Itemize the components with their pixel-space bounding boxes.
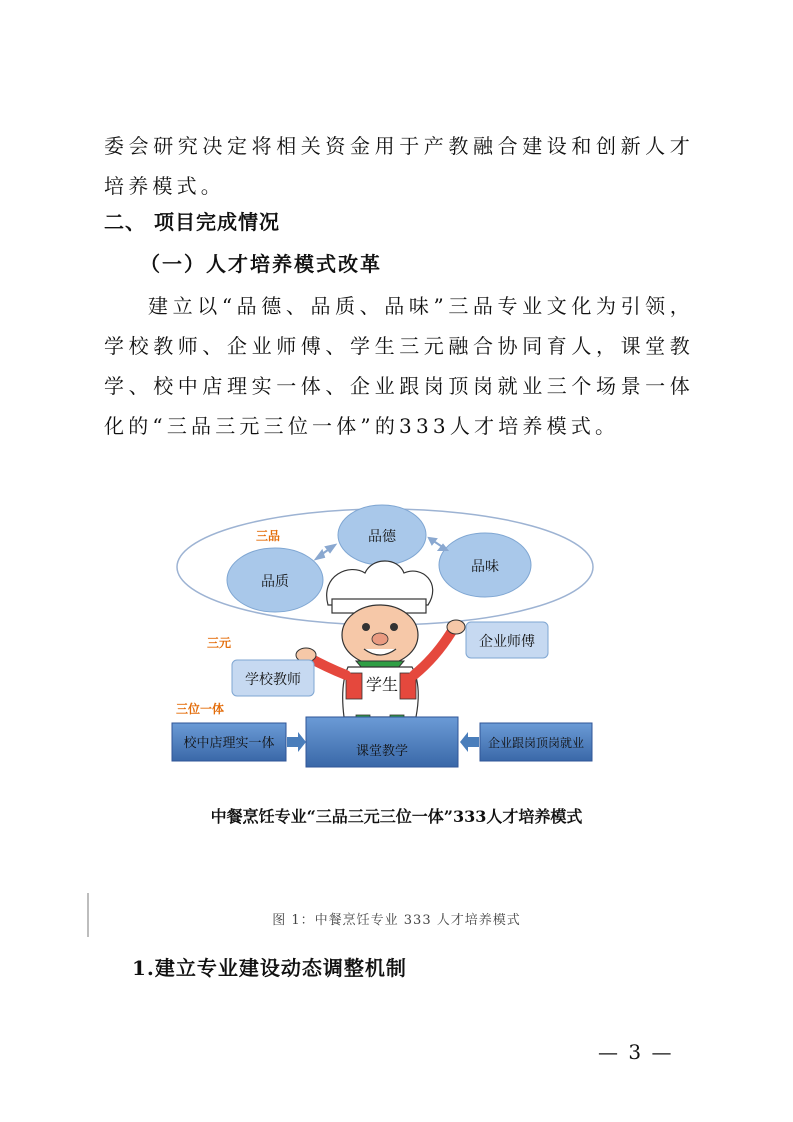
bubble-pinde-label: 品德 [368,529,396,545]
bubble-pinwei-label: 品味 [471,559,499,575]
subsection-heading: （一）人才培养模式改革 [140,252,382,276]
box-teacher-label: 学校教师 [245,672,301,688]
intro-paragraph: 委会研究决定将相关资金用于产教融合建设和创新人才培养模式。 [104,134,694,198]
box-enterprise-label: 企业跟岗顶岗就业 [487,736,585,750]
body-paragraph: 建立以“品德、品质、品味”三品专业文化为引领，学校教师、企业师傅、学生三元融合协同育人，课堂教学、校中店理实一体、企业跟岗顶岗就业三个场景一体化的“三品三元三位一体”的333人才培养模式。 [104,294,694,438]
diagram-title: 中餐烹饪专业“三品三元三位一体”333人才培养模式 [210,807,583,826]
label-sanwei: 三位一体 [176,702,225,716]
label-sanpin: 三品 [256,529,281,543]
page-number: — 3 — [598,1040,674,1064]
box-school-shop [172,723,286,761]
box-school-shop-label: 校中店理实一体 [183,736,275,751]
box-teacher [232,660,314,696]
section-heading: 二、 项目完成情况 [104,210,280,234]
bubble-pinzhi-label: 品质 [261,574,289,590]
box-master [466,622,548,658]
box-master-label: 企业师傅 [479,634,535,650]
box-classroom-label: 课堂教学 [355,744,409,759]
figure-caption: 图 1：中餐烹饪专业 333 人才培养模式 [272,913,521,928]
bubble-pinzhi [227,548,323,612]
bubble-pinwei [439,533,531,597]
bubble-pinde [338,505,426,565]
box-classroom [306,717,458,767]
box-enterprise [480,723,592,761]
subheading-1: 1.建立专业建设动态调整机制 [132,956,407,980]
student-label: 学生 [365,675,399,694]
talent-model-diagram [160,495,610,775]
label-sanyuan: 三元 [207,636,232,650]
